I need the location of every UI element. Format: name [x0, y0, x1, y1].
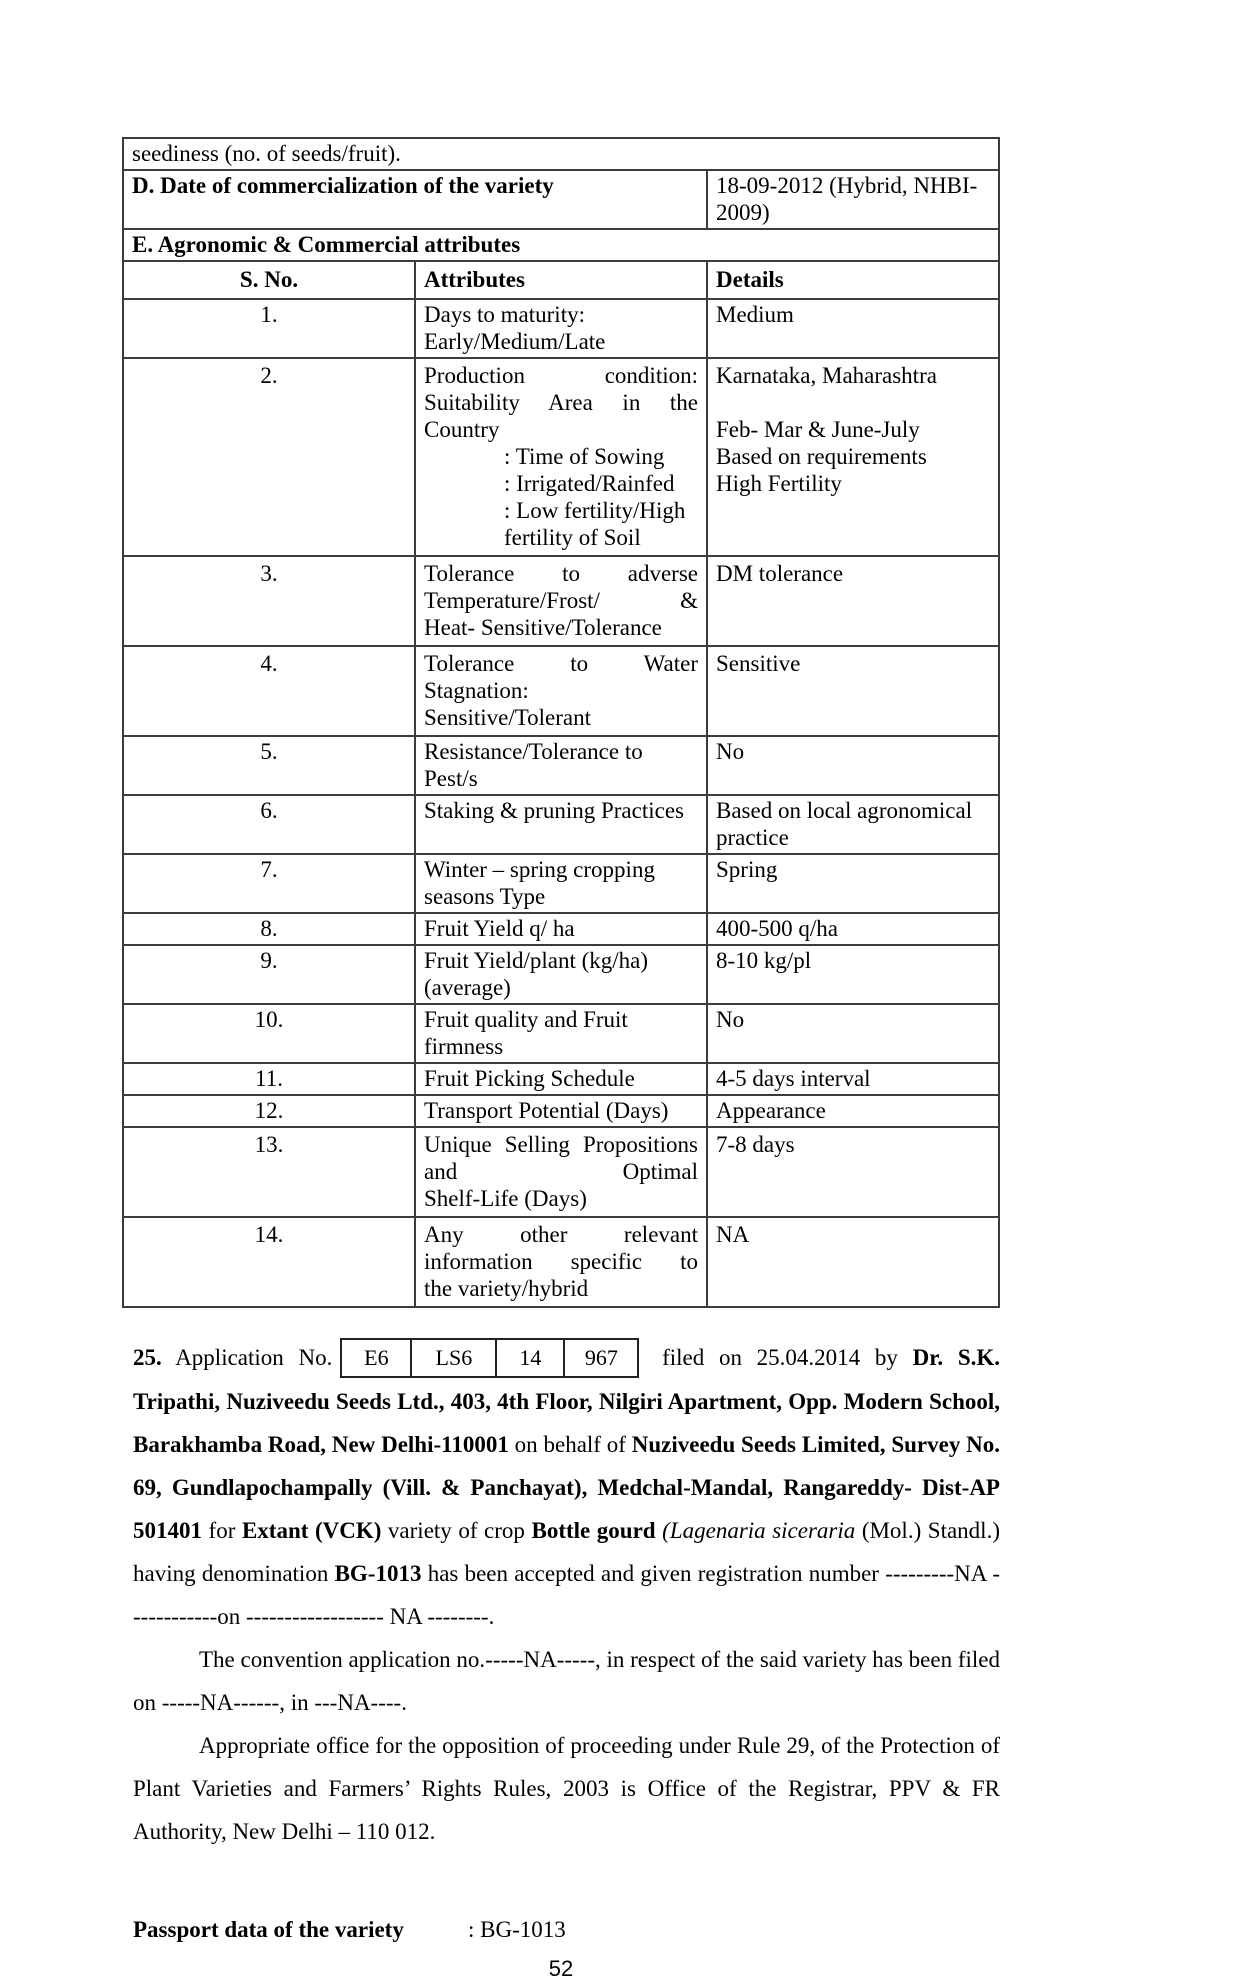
attribute-line: Any other relevant information specific to: [424, 1222, 698, 1274]
table-row: [123, 1004, 999, 1063]
sno-cell: 12.: [123, 1095, 415, 1127]
attribute-cell: [415, 913, 707, 945]
attribute-line: Unique Selling Propositions and Optimal: [424, 1132, 698, 1184]
details-line: 400-500 q/ha: [716, 916, 839, 941]
sno-cell: 9.: [123, 945, 415, 1004]
details-line: DM tolerance: [716, 561, 844, 586]
details-cell: [707, 358, 999, 556]
page-number: 52: [548, 1955, 574, 1981]
attribute-line: Heat- Sensitive/Tolerance: [424, 615, 662, 640]
attribute-cell: [415, 299, 707, 358]
attribute-cell: [415, 1095, 707, 1127]
sno-cell: 5.: [123, 736, 415, 795]
table-row: [123, 913, 999, 945]
table-row: [123, 1095, 999, 1127]
details-cell: [707, 736, 999, 795]
table-row: [123, 736, 999, 795]
attribute-line: : Time of Sowing: [504, 444, 665, 469]
details-line: Based on requirements: [716, 444, 927, 469]
text-segment: has been accepted and given registration number ---------NA ------------on ------------------ NA --------.: [133, 1560, 1000, 1629]
sno-cell: 10.: [123, 1004, 415, 1063]
attribute-cell: [415, 795, 707, 854]
body-paragraphs: [122, 1336, 1000, 1853]
sno-cell: 4.: [123, 646, 415, 736]
text-segment: The convention application no.-----NA-----, in respect of the said variety has been filed on -----NA------, in ---NA----.: [133, 1646, 1000, 1715]
header-attributes: Attributes: [415, 261, 707, 299]
details-line: 4-5 days interval: [716, 1066, 871, 1091]
sno-cell: 3.: [123, 556, 415, 646]
details-line: Karnataka, Maharashtra: [716, 363, 937, 388]
table-row: [123, 1063, 999, 1095]
text-segment: (Lagenaria siceraria: [662, 1517, 856, 1543]
text-segment: Application No.: [161, 1345, 333, 1370]
text-segment: BG-1013: [334, 1560, 422, 1586]
agronomic-attributes-table: [122, 137, 1000, 1308]
table-row: [123, 1217, 999, 1307]
table-row: [123, 556, 999, 646]
attribute-cell: [415, 1127, 707, 1217]
application-number-boxes: [340, 1338, 639, 1378]
attribute-cell: [415, 646, 707, 736]
attribute-line: Shelf-Life (Days): [424, 1186, 587, 1211]
details-line: Spring: [716, 857, 778, 882]
text-segment: filed on 25.04.2014 by: [647, 1345, 913, 1370]
header-details: Details: [707, 261, 999, 299]
details-cell: [707, 795, 999, 854]
details-line: Medium: [716, 302, 794, 327]
attribute-line: Tolerance to adverse Temperature/Frost/ &: [424, 561, 698, 613]
details-line: Feb- Mar & June-July: [716, 417, 920, 442]
sno-cell: 7.: [123, 854, 415, 913]
commercialization-date-value: 18-09-2012 (Hybrid, NHBI-2009): [707, 170, 999, 229]
table-row: [123, 299, 999, 358]
seediness-cell: seediness (no. of seeds/fruit).: [123, 138, 999, 170]
details-line: [716, 389, 990, 416]
passport-data-line: [133, 1908, 1008, 1951]
details-cell: [707, 556, 999, 646]
details-line: Sensitive: [716, 651, 801, 676]
table-row: [123, 795, 999, 854]
details-cell: [707, 945, 999, 1004]
text-segment: Bottle gourd: [531, 1517, 663, 1543]
opposition-office-paragraph: [133, 1724, 1000, 1853]
attribute-line: : Irrigated/Rainfed: [504, 471, 675, 496]
attribute-line: Staking & pruning Practices: [424, 798, 684, 823]
application-number-box-cell: 14: [496, 1339, 564, 1377]
attribute-line: Fruit quality and Fruit firmness: [424, 1007, 628, 1059]
attribute-line: Production condition: Suitability Area in the: [424, 363, 698, 415]
details-line: 7-8 days: [716, 1132, 795, 1157]
text-segment: variety of crop: [381, 1517, 532, 1543]
attribute-cell: [415, 1004, 707, 1063]
details-line: Appearance: [716, 1098, 826, 1123]
attribute-cell: [415, 556, 707, 646]
text-segment: for: [202, 1517, 242, 1543]
details-cell: [707, 646, 999, 736]
table-row: [123, 945, 999, 1004]
sno-cell: 8.: [123, 913, 415, 945]
sno-cell: 11.: [123, 1063, 415, 1095]
application-number-box-cell: 967: [564, 1339, 638, 1377]
attribute-rows: [123, 299, 999, 1307]
attribute-line: Resistance/Tolerance to Pest/s: [424, 739, 643, 791]
attribute-line: : Low fertility/High fertility of Soil: [504, 498, 686, 550]
attribute-line: Fruit Picking Schedule: [424, 1066, 635, 1091]
attribute-line: the variety/hybrid: [424, 1276, 589, 1301]
attribute-cell: [415, 736, 707, 795]
application-number-box-cell: E6: [341, 1339, 411, 1377]
table-header-row: [123, 261, 999, 299]
table-row: [123, 358, 999, 556]
text-segment: Dr. S.K. Tripathi, Nuziveedu Seeds Ltd., 403, 4th Floor, Nilgiri Apartment, Opp. Modern School, Barakhamba Road, New Delhi-110001: [133, 1345, 1000, 1457]
header-sno: S. No.: [123, 261, 415, 299]
details-cell: [707, 1095, 999, 1127]
attribute-line: Sensitive/Tolerant: [424, 705, 592, 730]
attribute-cell: [415, 358, 707, 556]
details-cell: [707, 1063, 999, 1095]
table-row-commercialization-date: [123, 170, 999, 229]
attribute-cell: [415, 1063, 707, 1095]
details-cell: [707, 1127, 999, 1217]
application-number-box-cell: LS6: [411, 1339, 496, 1377]
attribute-line: Winter – spring cropping seasons Type: [424, 857, 655, 909]
details-line: No: [716, 1007, 745, 1032]
details-line: No: [716, 739, 745, 764]
text-segment: Extant (VCK): [241, 1517, 382, 1543]
table-row-section-e: [123, 229, 999, 261]
attribute-line: Tolerance to Water Stagnation:: [424, 651, 698, 703]
passport-data-value: : BG-1013: [468, 1916, 566, 1942]
attribute-cell: [415, 854, 707, 913]
table-row-seediness: [123, 138, 999, 170]
table-row: [123, 854, 999, 913]
details-line: High Fertility: [716, 471, 842, 496]
details-cell: [707, 1217, 999, 1307]
document-page: [122, 137, 1008, 1982]
sno-cell: 13.: [123, 1127, 415, 1217]
text-segment: 25.: [133, 1345, 162, 1370]
details-line: Based on local agronomical practice: [716, 798, 973, 850]
convention-paragraph: [133, 1638, 1000, 1724]
attribute-line: Country: [424, 417, 500, 442]
details-cell: [707, 1004, 999, 1063]
sno-cell: 1.: [123, 299, 415, 358]
attribute-cell: [415, 1217, 707, 1307]
details-line: 8-10 kg/pl: [716, 948, 812, 973]
commercialization-date-label: D. Date of commercialization of the variety: [123, 170, 707, 229]
section-e-heading: E. Agronomic & Commercial attributes: [123, 229, 999, 261]
sno-cell: 14.: [123, 1217, 415, 1307]
details-line: NA: [716, 1222, 750, 1247]
attribute-line: Days to maturity: Early/Medium/Late: [424, 302, 606, 354]
attribute-cell: [415, 945, 707, 1004]
table-row: [123, 1127, 999, 1217]
sno-cell: 6.: [123, 795, 415, 854]
details-cell: [707, 299, 999, 358]
application-paragraph: [133, 1336, 1000, 1638]
text-segment: (Mol.) Standl.) having denomination: [133, 1517, 1000, 1586]
attribute-line: Fruit Yield q/ ha: [424, 916, 575, 941]
attribute-line: Fruit Yield/plant (kg/ha)(average): [424, 948, 649, 1000]
details-cell: [707, 913, 999, 945]
attribute-line: Transport Potential (Days): [424, 1098, 669, 1123]
table-row: [123, 646, 999, 736]
passport-data-label: Passport data of the variety: [133, 1916, 404, 1942]
text-segment: on behalf of: [508, 1431, 632, 1457]
sno-cell: 2.: [123, 358, 415, 556]
text-segment: Nuziveedu Seeds Limited, Survey No. 69, Gundlapochampally (Vill. & Panchayat), Medchal-Mandal, Rangareddy- Dist-AP 501401: [133, 1431, 1000, 1543]
text-segment: Appropriate office for the opposition of proceeding under Rule 29, of the Protection of Plant Varieties and Farmers’ Rights Rules, 2003 is Office of the Registrar, PPV & FR Authority, New Delhi – 110 012.: [133, 1732, 1000, 1844]
details-cell: [707, 854, 999, 913]
